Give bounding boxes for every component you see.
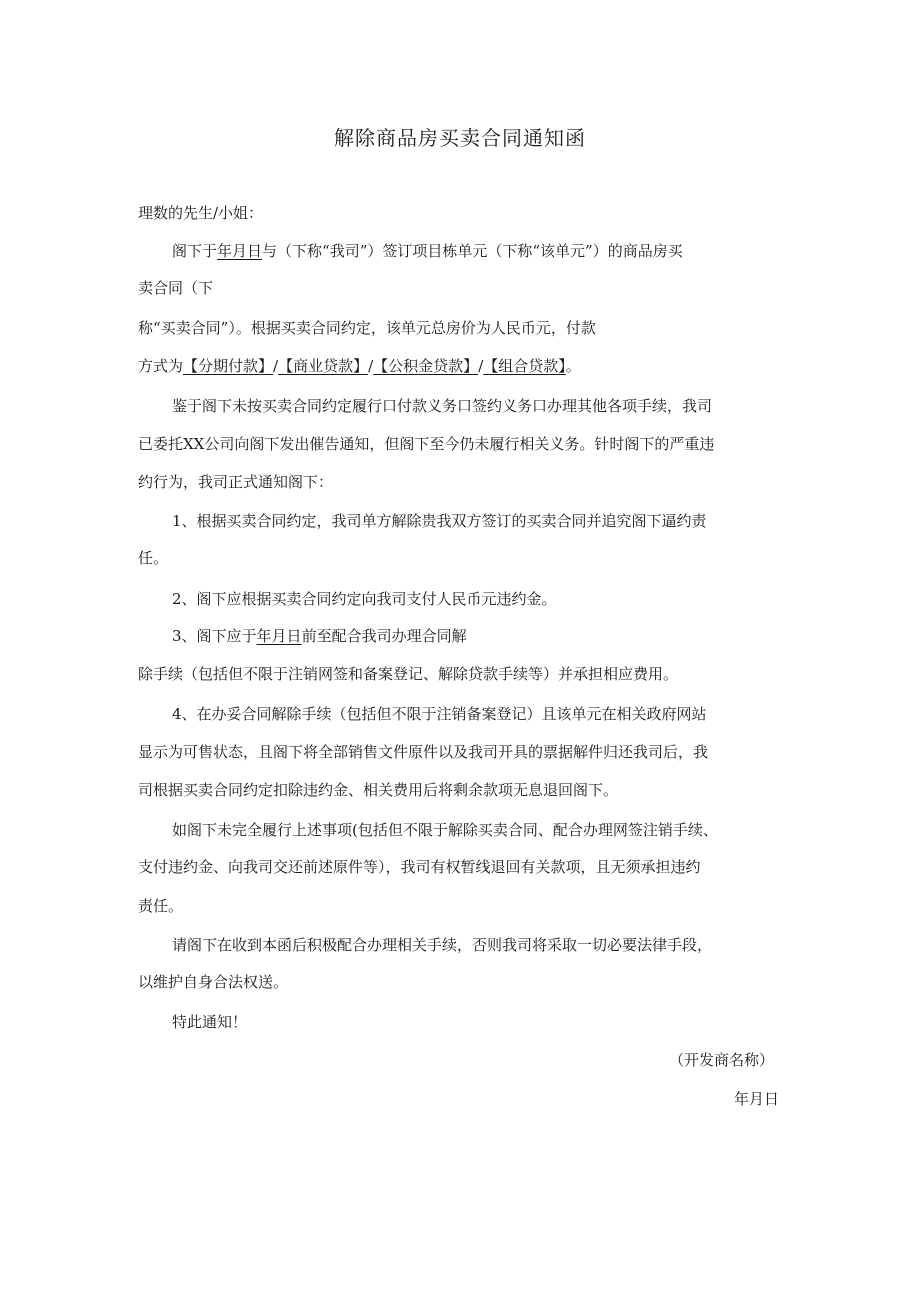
para3-line3: 责任。 xyxy=(138,897,184,915)
para1-line3: 称“买卖合同”）。根据买卖合同约定，该单元总房价为人民币元，付款 xyxy=(138,319,596,337)
item3-text: 3、阁下应于 xyxy=(172,627,257,645)
payment-option-provident-fund-loan: 【公积金贷款】 xyxy=(373,357,479,375)
separator: / xyxy=(273,357,279,375)
item1-line1: 1、根据买卖合同约定，我司单方解除贵我双方签订的买卖合同并追究阁下逼约责 xyxy=(172,512,707,530)
item3-text: 前至配合我司办理合同解 xyxy=(301,627,467,645)
closing-text: 特此通知！ xyxy=(172,1013,248,1031)
item1-line2: 任。 xyxy=(138,549,169,567)
para3-line1: 如阁下未完全履行上述事项(包括但不限于解除买卖合同、配合办理网签注销手续、 xyxy=(172,821,718,839)
item2-line1: 2、阁下应根据买卖合同约定向我司支付人民币元违约金。 xyxy=(172,590,557,608)
item4-line2: 显示为可售状态，且阁下将全部销售文件原件以及我司开具的票据解件归还我司后，我 xyxy=(138,743,709,761)
deadline-date-blank: 年月日 xyxy=(256,627,302,645)
item4-line1: 4、在办妥合同解除手续（包括但不限于注销备案登记）且该单元在相关政府网站 xyxy=(172,705,707,723)
payment-option-installment: 【分期付款】 xyxy=(183,357,274,375)
separator: / xyxy=(368,357,374,375)
para2-line1: 鉴于阁下未按买卖合同约定履行口付款义务口签约义务口办理其他各项手续，我司 xyxy=(172,397,713,415)
document-title: 解除商品房买卖合同通知函 xyxy=(334,126,586,150)
payment-option-combined-loan: 【组合贷款】 xyxy=(483,357,566,375)
signature-date: 年月日 xyxy=(733,1090,779,1108)
para4-line1: 请阁下在收到本函后积极配合办理相关手续，否则我司将采取一切必要法律手段， xyxy=(172,936,713,954)
para4-line2: 以维护自身合法权送。 xyxy=(138,973,289,991)
item4-line3: 司根据买卖合同约定扣除违约金、相关费用后将剩余款项无息退回阁下。 xyxy=(138,781,619,799)
para3-line2: 支付违约金、向我司交还前述原件等），我司有权暂线退回有关款项，且无须承担违约 xyxy=(138,858,701,876)
item3-line1 xyxy=(172,626,467,646)
para2-line3: 约行为，我司正式通知阁下： xyxy=(138,473,334,491)
period: 。 xyxy=(565,357,581,375)
item3-line2: 除手续（包括但不限于注销网签和备案登记、解除贷款手续等）并承担相应费用。 xyxy=(138,665,679,683)
payment-method-label: 方式为 xyxy=(138,357,184,375)
contract-date-blank: 年月日 xyxy=(217,242,263,260)
para1-line1 xyxy=(172,241,683,261)
para2-line2: 已委托XX公司向阁下发出催告通知，但阁下至今仍未履行相关义务。针时阁下的严重违 xyxy=(138,435,715,453)
para1-text: 阁下于 xyxy=(172,242,218,260)
developer-name: （开发商名称） xyxy=(668,1051,774,1069)
para1-line2: 卖合同（下 xyxy=(138,279,214,297)
payment-method-line xyxy=(138,356,581,376)
payment-option-commercial-loan: 【商业贷款】 xyxy=(278,357,369,375)
salutation: 理数的先生/小姐： xyxy=(138,204,264,222)
separator: / xyxy=(478,357,484,375)
para1-text: 与（下称“我司”）签订项目栋单元（下称“该单元”）的商品房买 xyxy=(262,242,683,260)
